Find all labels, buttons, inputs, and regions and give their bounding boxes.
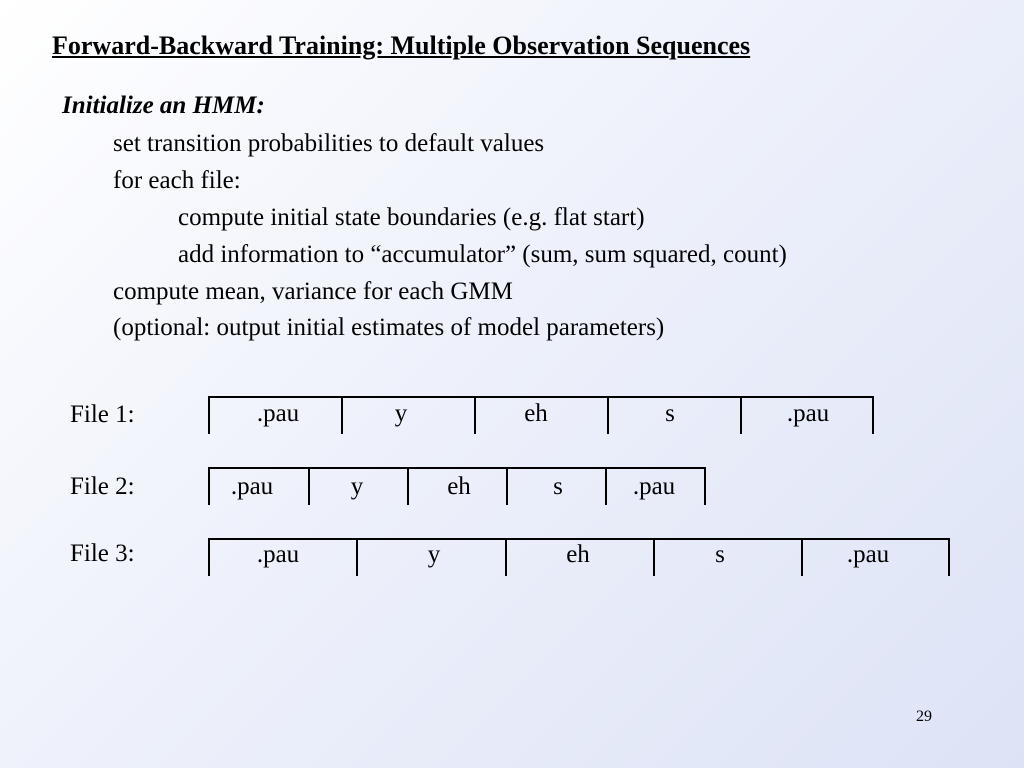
body-line: set transition probabilities to default values xyxy=(113,130,545,157)
phone-label: .pau xyxy=(230,473,274,500)
body-line: add information to “accumulator” (sum, sum squared, count) xyxy=(178,241,787,268)
section-heading: Initialize an HMM: xyxy=(62,92,265,119)
phone-label: .pau xyxy=(632,473,676,500)
phone-label: eh xyxy=(447,473,471,500)
segmentation-line xyxy=(209,396,873,398)
phone-label: y xyxy=(427,541,441,568)
phone-label: eh xyxy=(566,541,590,568)
boundary-tick xyxy=(407,467,409,505)
boundary-tick xyxy=(801,538,803,576)
boundary-tick xyxy=(308,467,310,505)
phone-label: .pau xyxy=(846,541,890,568)
file-label: File 3: xyxy=(70,540,135,567)
boundary-tick xyxy=(948,538,950,576)
boundary-tick xyxy=(653,538,655,576)
boundary-tick xyxy=(872,396,874,434)
phone-label: y xyxy=(350,473,364,500)
segmentation-row xyxy=(209,538,949,576)
boundary-tick xyxy=(208,467,210,505)
body-line: compute initial state boundaries (e.g. flat start) xyxy=(178,204,645,231)
phone-label: s xyxy=(665,400,675,427)
phone-label: .pau xyxy=(256,541,300,568)
boundary-tick xyxy=(605,467,607,505)
page-number: 29 xyxy=(916,708,932,725)
phone-label: s xyxy=(715,541,725,568)
body-line: (optional: output initial estimates of model parameters) xyxy=(113,314,665,341)
boundary-tick xyxy=(341,396,343,434)
file-label: File 1: xyxy=(70,401,135,428)
body-line: for each file: xyxy=(113,167,241,194)
body-line: compute mean, variance for each GMM xyxy=(113,278,513,305)
segmentation-row xyxy=(209,396,873,434)
boundary-tick xyxy=(506,467,508,505)
phone-label: y xyxy=(394,400,408,427)
boundary-tick xyxy=(505,538,507,576)
phone-label: .pau xyxy=(256,400,300,427)
segmentation-line xyxy=(209,467,705,469)
file-label: File 2: xyxy=(70,473,135,500)
phone-label: s xyxy=(553,473,563,500)
boundary-tick xyxy=(208,538,210,576)
boundary-tick xyxy=(740,396,742,434)
phone-label: eh xyxy=(524,400,548,427)
phone-label: .pau xyxy=(786,400,830,427)
boundary-tick xyxy=(356,538,358,576)
boundary-tick xyxy=(607,396,609,434)
segmentation-row xyxy=(209,467,705,505)
boundary-tick xyxy=(208,396,210,434)
boundary-tick xyxy=(704,467,706,505)
boundary-tick xyxy=(474,396,476,434)
slide-title: Forward-Backward Training: Multiple Observation Sequences xyxy=(52,31,751,60)
